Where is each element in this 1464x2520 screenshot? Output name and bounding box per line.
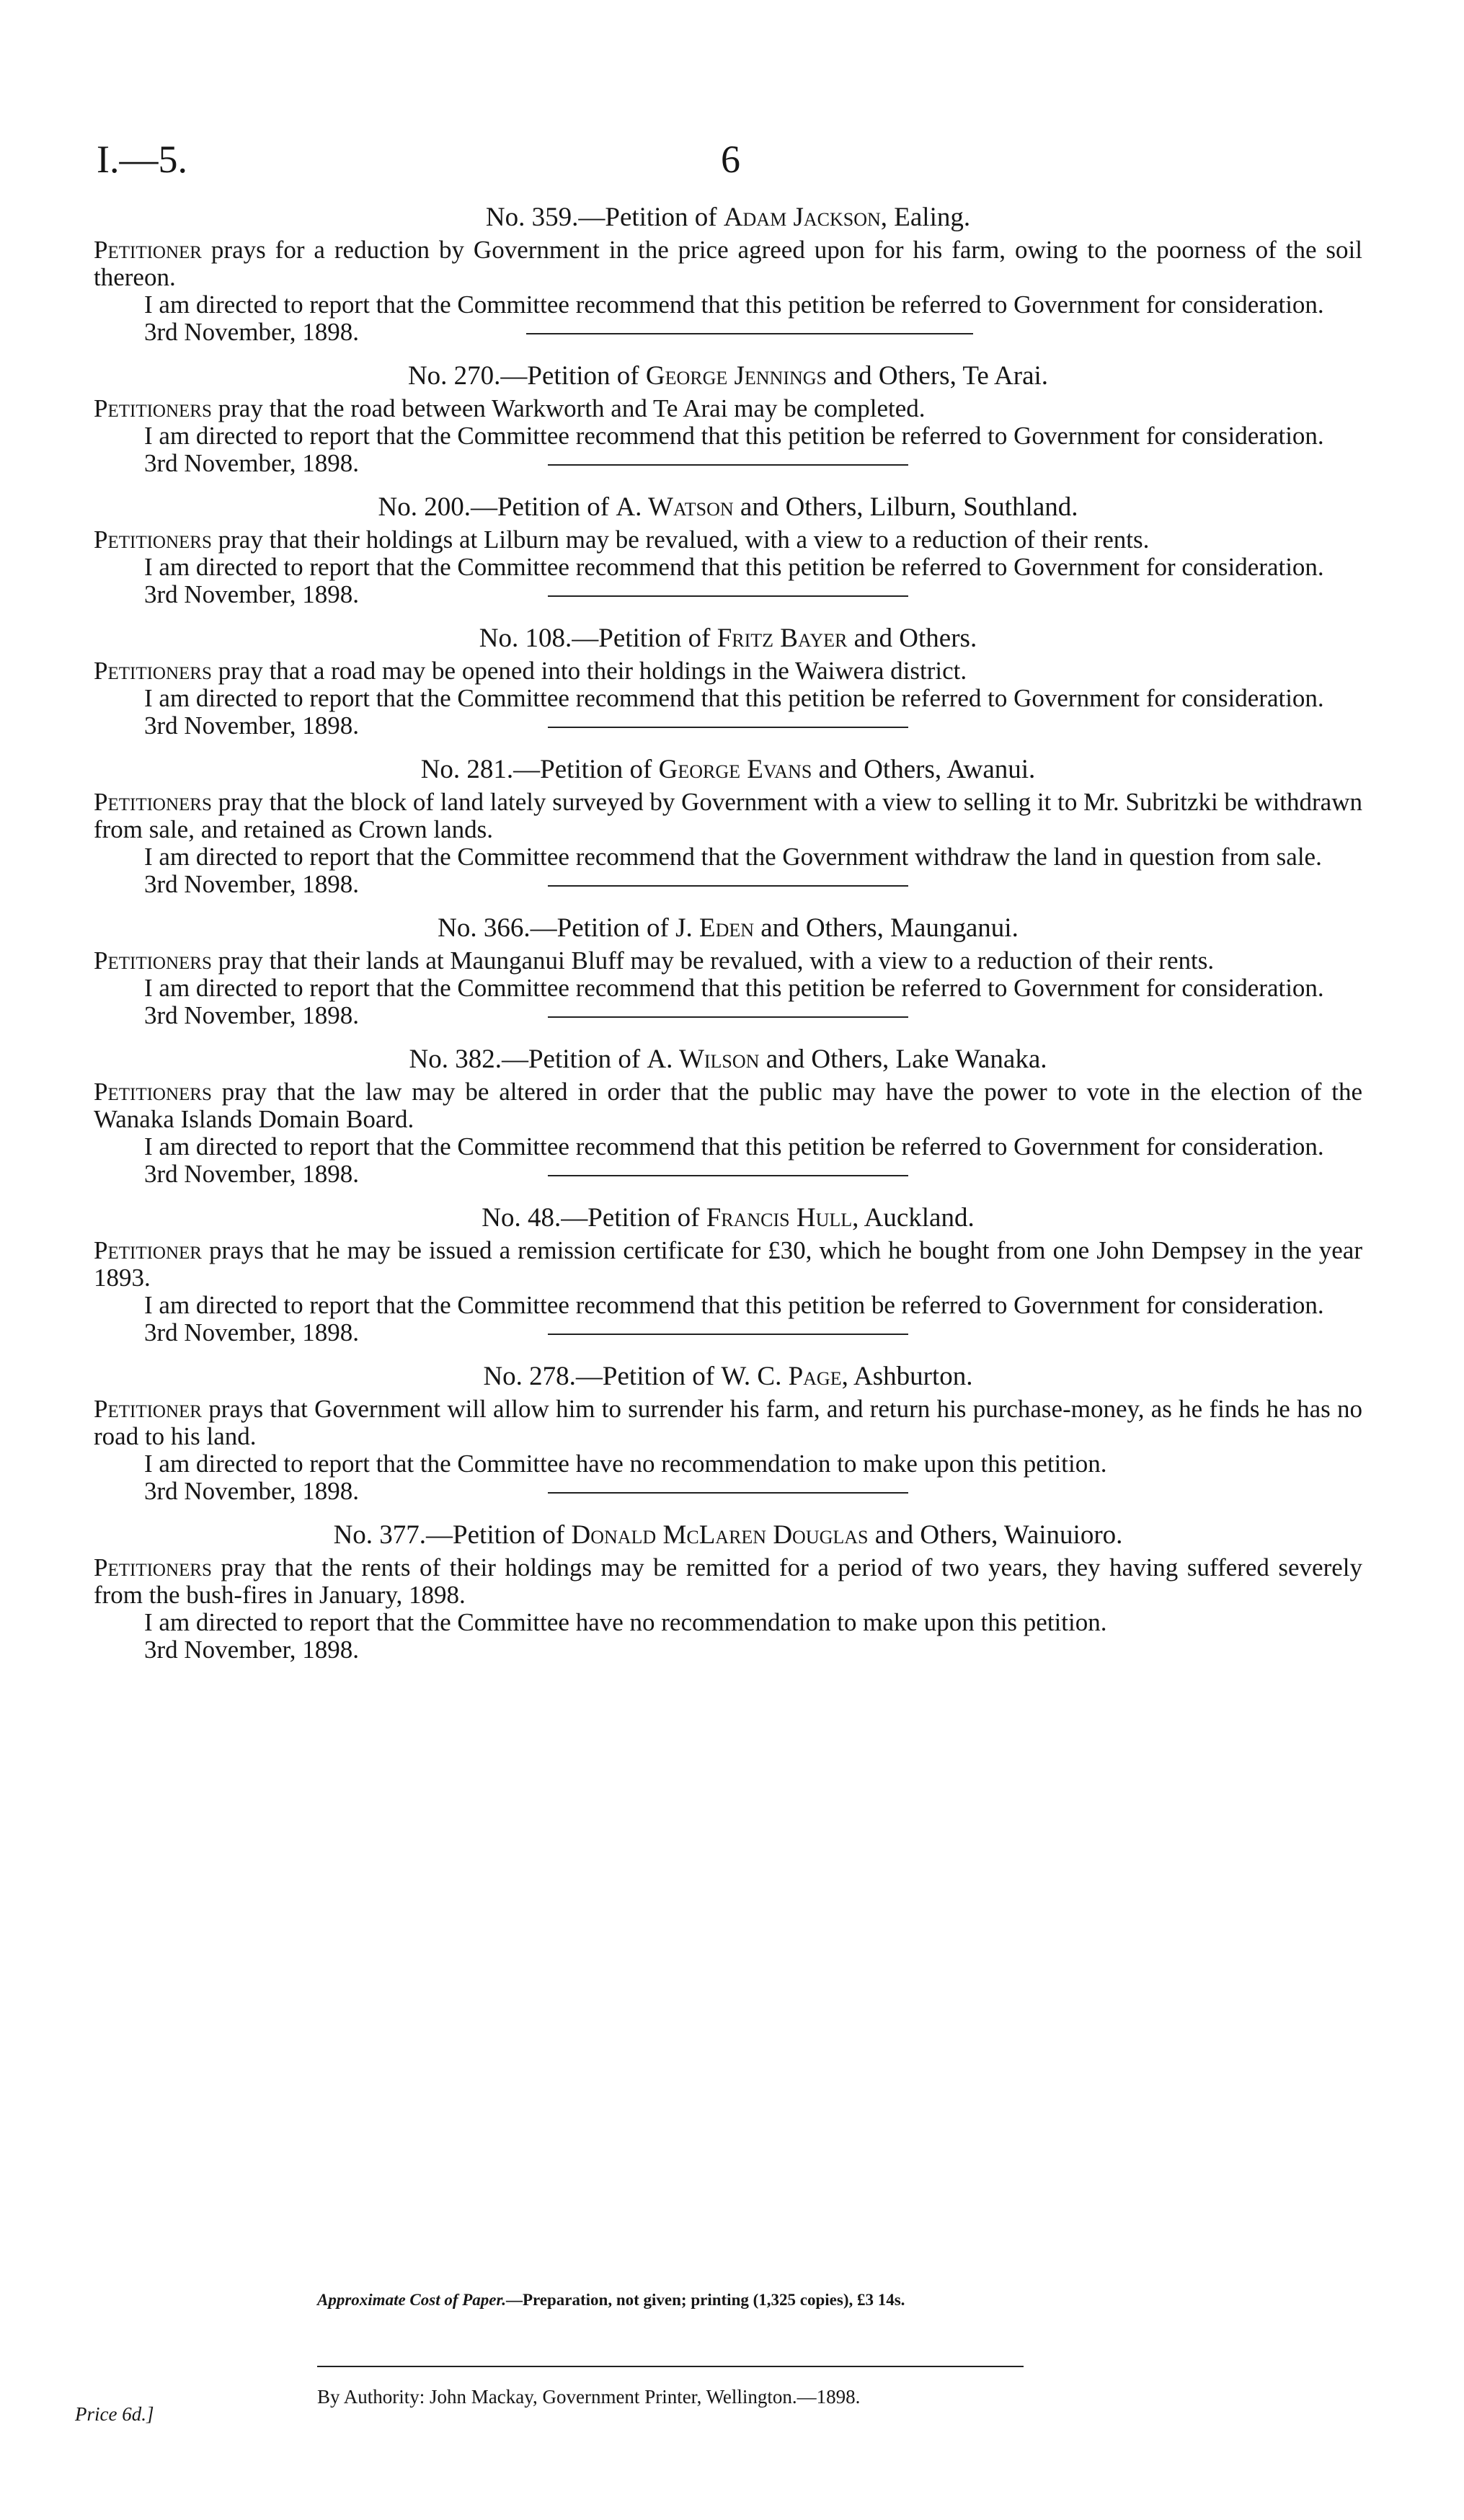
petition-entry: [94, 203, 1362, 346]
petition-entry: [94, 1204, 1362, 1346]
cost-text: —Preparation, not given; printing (1,325 copies), £3 14s.: [505, 2291, 905, 2309]
petition-heading: [94, 203, 1362, 232]
petition-location: and Others, Lake Wanaka.: [759, 1044, 1047, 1074]
printer-authority: By Authority: John Mackay, Government Printer, Wellington.—1898.: [317, 2386, 861, 2408]
petition-entry: [94, 1362, 1362, 1505]
petition-entry: [94, 493, 1362, 608]
petition-entry: [94, 1521, 1362, 1664]
petition-lead: Petitioners: [94, 788, 212, 816]
petition-prayer: [94, 236, 1362, 291]
committee-report: I am directed to report that the Committee have no recommendation to make upon this petition.: [144, 1608, 1107, 1636]
petition-prayer: [94, 395, 1362, 422]
petitioner-name: A. Wilson: [647, 1044, 760, 1074]
section-divider: [548, 1016, 908, 1018]
cost-label: Approximate Cost of Paper.: [317, 2291, 506, 2309]
petition-lead: Petitioners: [94, 1553, 212, 1581]
petitioner-name: W. C. Page: [721, 1362, 842, 1391]
petition-lead: Petitioner: [94, 1395, 202, 1423]
petitioner-name: J. Eden: [675, 913, 754, 943]
petition-lead: Petitioner: [94, 1236, 202, 1264]
section-divider: [548, 885, 908, 887]
petition-heading: [94, 1204, 1362, 1233]
committee-report: I am directed to report that the Committee recommend that this petition be referred to Government for consideration.: [144, 684, 1324, 712]
petition-location: and Others.: [847, 624, 977, 653]
report-date: 3rd November, 1898.: [144, 870, 359, 898]
petition-lead: Petitioners: [94, 525, 212, 554]
petition-number: No. 108.—Petition of: [479, 624, 717, 653]
petition-number: No. 366.—Petition of: [438, 913, 676, 943]
section-divider: [526, 333, 973, 334]
section-divider: [548, 595, 908, 597]
petition-prayer: [94, 526, 1362, 554]
petition-heading: [94, 914, 1362, 943]
report-date: 3rd November, 1898.: [144, 711, 359, 740]
petition-location: and Others, Awanui.: [812, 755, 1036, 784]
petition-heading: [94, 1521, 1362, 1550]
price-label: Price 6d.]: [75, 2403, 154, 2425]
petition-heading: [94, 755, 1362, 784]
committee-report: I am directed to report that the Committee recommend that this petition be referred to Government for consideration.: [144, 1291, 1324, 1319]
petitioner-name: Adam Jackson: [723, 203, 881, 232]
petitioner-name: George Evans: [658, 755, 812, 784]
petition-number: No. 270.—Petition of: [407, 361, 646, 391]
cost-of-paper-note: [317, 2291, 1254, 2310]
petition-number: No. 278.—Petition of: [483, 1362, 722, 1391]
petition-heading: [94, 493, 1362, 522]
page-reference: I.—5.: [97, 138, 187, 181]
committee-report: I am directed to report that the Committee have no recommendation to make upon this petition.: [144, 1450, 1107, 1478]
petition-lead: Petitioners: [94, 946, 212, 975]
petition-text: pray that the law may be altered in order that the public may have the power to vote in the election of the Wanaka Islands Domain Board.: [94, 1078, 1362, 1133]
petition-number: No. 377.—Petition of: [333, 1520, 572, 1550]
petition-heading: [94, 1045, 1362, 1074]
petition-text: pray that their lands at Maunganui Bluff may be revalued, with a view to a reduction of their rents.: [211, 946, 1215, 975]
petition-location: and Others, Te Arai.: [827, 361, 1049, 391]
petition-location: and Others, Lilburn, Southland.: [733, 492, 1078, 522]
petition-text: pray that the road between Warkworth and Te Arai may be completed.: [211, 394, 926, 422]
committee-report: I am directed to report that the Committee recommend that this petition be referred to Government for consideration.: [144, 974, 1324, 1002]
petition-number: No. 200.—Petition of: [378, 492, 616, 522]
petition-entry: [94, 755, 1362, 898]
petition-text: pray that their holdings at Lilburn may be revalued, with a view to a reduction of their rents.: [211, 525, 1150, 554]
petition-lead: Petitioners: [94, 394, 212, 422]
petition-location: , Auckland.: [852, 1203, 975, 1233]
page-number: 6: [721, 138, 740, 181]
petition-prayer: [94, 789, 1362, 843]
report-date: 3rd November, 1898.: [144, 1477, 359, 1505]
petition-location: and Others, Maunganui.: [754, 913, 1019, 943]
petition-prayer: [94, 1554, 1362, 1609]
petition-heading: [94, 624, 1362, 653]
section-divider: [548, 1492, 908, 1494]
petition-heading: [94, 362, 1362, 391]
section-divider: [548, 1175, 908, 1176]
petition-entry: [94, 914, 1362, 1029]
report-date: 3rd November, 1898.: [144, 1160, 359, 1188]
petition-number: No. 48.—Petition of: [482, 1203, 706, 1233]
petition-text: pray that a road may be opened into their holdings in the Waiwera district.: [211, 657, 967, 685]
petition-entry: [94, 1045, 1362, 1188]
petition-lead: Petitioners: [94, 1078, 212, 1106]
petition-entry: [94, 624, 1362, 740]
petition-number: No. 382.—Petition of: [409, 1044, 647, 1074]
petitioner-name: George Jennings: [645, 361, 827, 391]
report-date: 3rd November, 1898.: [144, 449, 359, 477]
petition-text: pray that the rents of their holdings may be remitted for a period of two years, they having suffered severely from the bush-fires in January, 1898.: [94, 1553, 1362, 1609]
petition-lead: Petitioners: [94, 657, 212, 685]
report-date: 3rd November, 1898.: [144, 318, 359, 346]
petition-number: No. 359.—Petition of: [485, 203, 724, 232]
committee-report: I am directed to report that the Committee recommend that this petition be referred to Government for consideration.: [144, 422, 1324, 450]
petitions-list: [94, 203, 1362, 1664]
committee-report: I am directed to report that the Committee recommend that this petition be referred to Government for consideration.: [144, 1132, 1324, 1161]
petitioner-name: Fritz Bayer: [717, 624, 848, 653]
petition-prayer: [94, 1237, 1362, 1292]
petition-lead: Petitioner: [94, 236, 202, 264]
committee-report: I am directed to report that the Committee recommend that this petition be referred to Government for consideration.: [144, 290, 1324, 319]
petition-text: prays that he may be issued a remission certificate for £30, which he bought from one John Dempsey in the year 1893.: [94, 1236, 1362, 1292]
petitioner-name: A. Watson: [616, 492, 734, 522]
committee-report: I am directed to report that the Committee recommend that this petition be referred to Government for consideration.: [144, 553, 1324, 581]
petition-heading: [94, 1362, 1362, 1391]
report-date: 3rd November, 1898.: [144, 1636, 359, 1664]
section-divider: [548, 1334, 908, 1335]
section-divider: [548, 727, 908, 728]
petition-location: , Ealing.: [880, 203, 971, 232]
petition-location: , Ashburton.: [841, 1362, 973, 1391]
petition-location: and Others, Wainuioro.: [868, 1520, 1123, 1550]
petition-entry: [94, 362, 1362, 477]
footer-divider: [317, 2366, 1024, 2367]
committee-report: I am directed to report that the Committee recommend that the Government withdraw the land in question from sale.: [144, 843, 1322, 871]
petition-prayer: [94, 657, 1362, 685]
petition-prayer: [94, 1396, 1362, 1450]
report-date: 3rd November, 1898.: [144, 580, 359, 608]
petition-number: No. 281.—Petition of: [420, 755, 659, 784]
petition-prayer: [94, 947, 1362, 975]
petition-text: prays that Government will allow him to surrender his farm, and return his purchase-money, as he finds he has no road to his land.: [94, 1395, 1362, 1450]
report-date: 3rd November, 1898.: [144, 1001, 359, 1029]
petition-prayer: [94, 1078, 1362, 1133]
petitioner-name: Francis Hull: [706, 1203, 853, 1233]
petitioner-name: Donald McLaren Douglas: [571, 1520, 869, 1550]
section-divider: [548, 464, 908, 466]
petition-text: pray that the block of land lately surveyed by Government with a view to selling it to Mr. Subritzki be withdrawn from sale, and retained as Crown lands.: [94, 788, 1362, 843]
petition-text: prays for a reduction by Government in the price agreed upon for his farm, owing to the poorness of the soil thereon.: [94, 236, 1362, 291]
report-date: 3rd November, 1898.: [144, 1318, 359, 1346]
